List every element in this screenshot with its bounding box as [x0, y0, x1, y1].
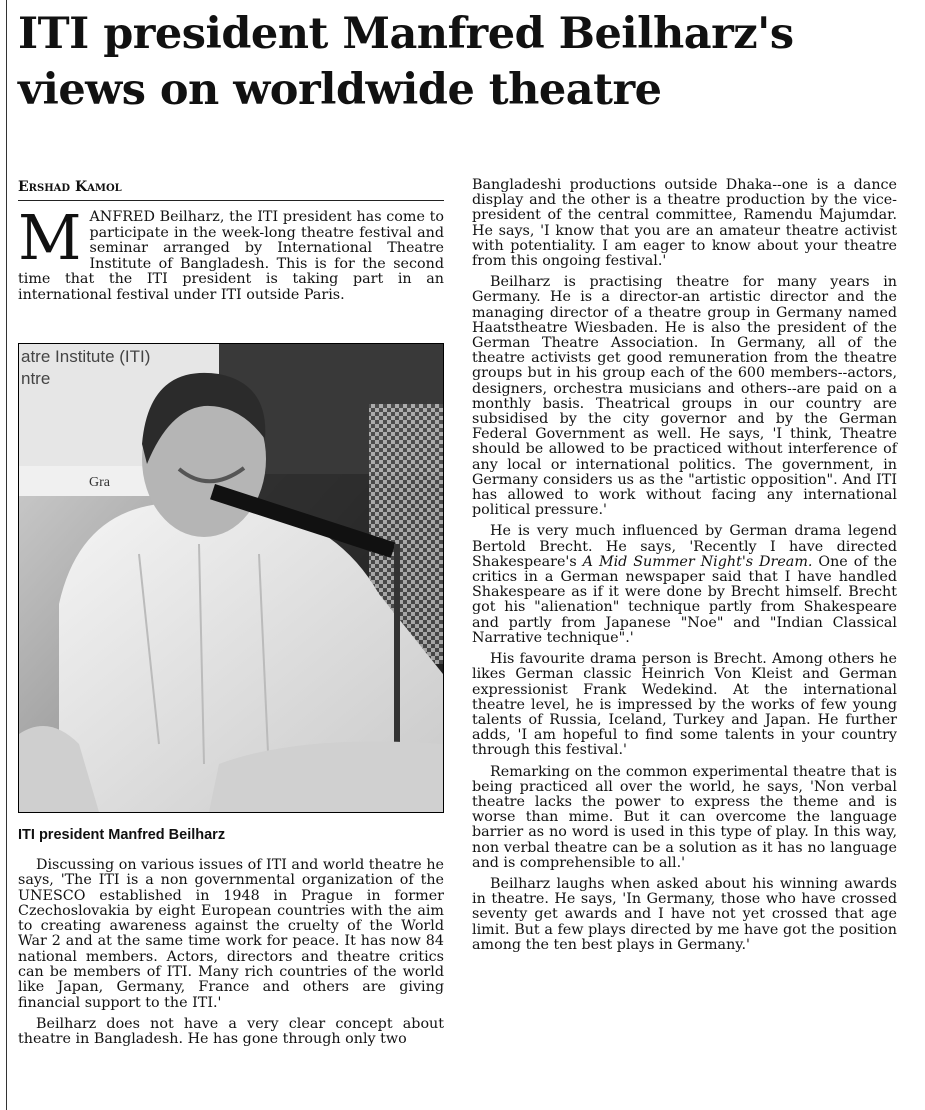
paragraph	[472, 524, 897, 646]
banner-text-1: atre Institute (ITI)	[21, 347, 151, 366]
sign-text: Gra	[89, 475, 110, 490]
paragraph: His favourite drama person is Brecht. Among others he likes German classic Heinrich Von Kleist and German expressionist Frank Wedekind. At the international theatre level, he is impressed by the works of few young talents of Russia, Iceland, Turkey and Japan. He further adds, 'I am hopeful to find some talents in your country through this festival.'	[472, 651, 897, 759]
paragraph: Beilharz does not have a very clear concept about theatre in Bangladesh. He has gone through only two	[18, 1015, 444, 1048]
paragraph: Discussing on various issues of ITI and world theatre he says, 'The ITI is a non governmental organization of the UNESCO established in 1948 in Prague in former Czechoslovakia by eight European countries with the aim to creating awareness against the cruelty of the World War 2 and at the same time work for peace. It has now 84 national members. Actors, directors and theatre critics can be members of ITI. Many rich countries of the world like Japan, Germany, France and others are giving financial support to the ITI.'	[18, 857, 444, 1011]
paragraph: Remarking on the common experimental theatre that is being practiced all over the world, he says, 'Non verbal theatre lacks the power to express the theme and is worse than mime. But it can overcome the language barrier as no word is used in this type of play. In this way, non verbal theatre can be a solution as it has no language and is comprehensible to all.'	[472, 763, 897, 871]
page-left-rule	[6, 0, 7, 1110]
banner-text-2: ntre	[21, 369, 51, 388]
paragraph-text: He is very much influenced by German drama legend Bertold Brecht. He says, 'Recently I have directed Shakespeare's	[472, 523, 897, 570]
paragraph-text: One of the critics in a German newspaper said that I have handled Shakespeare as if it were done by Brecht himself. Brecht got his "alienation" technique partly from Shakespeare and partly from Japanese "Noe" and "Indian Classical Narrative technique".'	[472, 553, 897, 646]
photo-caption: ITI president Manfred Beilharz	[18, 827, 226, 843]
photo-manfred-beilharz	[19, 344, 443, 812]
left-column-body	[18, 858, 444, 1054]
intro-paragraph	[18, 201, 444, 304]
paragraph: Beilharz laughs when asked about his winning awards in theatre. He says, 'In Germany, those who have crossed seventy get awards and I have not yet crossed that age limit. But a few plays directed by me have got the position among the ten best plays in Germany.'	[472, 875, 897, 953]
byline	[18, 178, 444, 201]
drop-cap: M	[18, 201, 82, 274]
right-column-body	[472, 178, 897, 959]
paragraph: Bangladeshi productions outside Dhaka--one is a dance display and the other is a theatre production by the vice-president of the central committee, Ramendu Majumdar. He says, 'I know that you are an amateur theatre activist with potentiality. I am eager to know about your theatre from this ongoing festival.'	[472, 177, 897, 270]
play-title: A Mid Summer Night's Dream.	[582, 553, 813, 570]
article-headline: ITI president Manfred Beilharz's views on worldwide theatre	[18, 9, 794, 115]
author-name: Ershad Kamol	[18, 179, 122, 195]
paragraph: Beilharz is practising theatre for many years in Germany. He is a director-an artistic director and the managing director of a theatre group in Germany named Haatstheatre Wiesbaden. He is also the president of the German Theatre Association. In Germany, all of the theatre activists get good remuneration from the theatre groups but in his group each of the 600 members--actors, designers, orchestra musicians and others--are paid on a monthly basis. Theatrical groups in our country are subsidised by the city governor and by the German Federal Government as well. He says, 'I think, Theatre should be allowed to be practiced without interference of any local or international politics. The government, in Germany considers us as the "artistic opposition". And ITI has allowed to work without facing any international political pressure.'	[472, 274, 897, 519]
article-photo	[18, 343, 444, 813]
intro-text: ANFRED Beilharz, the ITI president has come to participate in the week-long theatre festival and seminar arranged by International Theatre Institute of Bangladesh. This is for the second time that the ITI president is taking part in an international festival under ITI outside Paris.	[18, 209, 444, 303]
